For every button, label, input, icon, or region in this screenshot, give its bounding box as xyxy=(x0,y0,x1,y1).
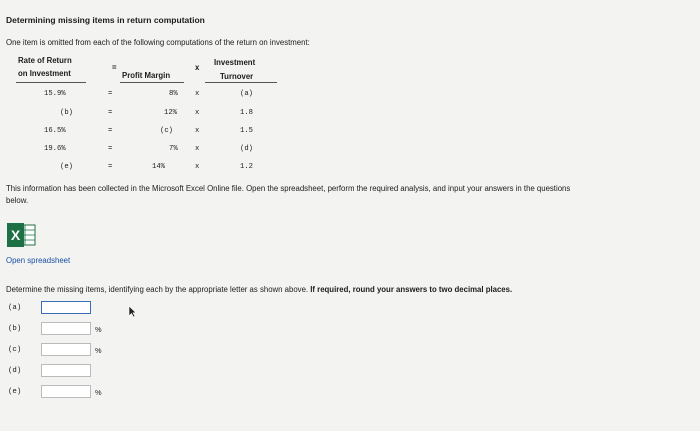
answer-label-d: (d) xyxy=(8,367,22,375)
answer-label-b: (b) xyxy=(8,325,22,333)
open-spreadsheet-link[interactable]: Open spreadsheet xyxy=(6,256,71,265)
table-cell-margin: 12% xyxy=(164,109,177,117)
answer-input-c[interactable] xyxy=(41,343,91,356)
answer-input-d[interactable] xyxy=(41,364,91,377)
table-cell-roi: 15.9% xyxy=(44,90,66,98)
table-cell-times: x xyxy=(195,90,200,98)
excel-icon[interactable] xyxy=(6,223,36,247)
col-header-roi-line1: Rate of Return xyxy=(18,56,72,65)
mouse-cursor-icon xyxy=(128,305,137,323)
table-cell-roi: 16.5% xyxy=(44,127,66,135)
instruction-text xyxy=(6,285,512,294)
table-cell-equals: = xyxy=(108,127,113,135)
table-cell-equals: = xyxy=(108,145,113,153)
table-cell-turnover: 1.2 xyxy=(240,163,253,171)
instruction-bold: If required, round your answers to two decimal places. xyxy=(310,285,513,294)
table-cell-times: x xyxy=(195,127,200,135)
answer-unit-b: % xyxy=(95,325,102,334)
table-cell-times: x xyxy=(195,163,200,171)
header-rule-turnover xyxy=(205,82,277,83)
col-header-turnover-line2: Turnover xyxy=(220,72,254,81)
table-cell-margin: 14% xyxy=(152,163,165,171)
table-cell-turnover: 1.5 xyxy=(240,127,253,135)
col-header-margin: Profit Margin xyxy=(122,71,171,80)
answer-label-e: (e) xyxy=(8,388,22,396)
table-cell-margin: 7% xyxy=(169,145,178,153)
info-text-line1: This information has been collected in the Microsoft Excel Online file. Open the spreadsheet, perform the required analysis, and input your answers in the questions xyxy=(6,184,571,193)
table-cell-turnover: 1.8 xyxy=(240,109,253,117)
instruction-normal: Determine the missing items, identifying each by the appropriate letter as shown above. xyxy=(6,285,309,294)
table-cell-turnover: (a) xyxy=(240,90,253,98)
answer-input-b[interactable] xyxy=(41,322,91,335)
info-text-line2: below. xyxy=(6,196,29,205)
col-header-turnover-line1: Investment xyxy=(214,58,256,67)
table-cell-roi: 19.6% xyxy=(44,145,66,153)
answer-label-c: (c) xyxy=(8,346,22,354)
header-rule-roi xyxy=(16,82,86,83)
answer-unit-e: % xyxy=(95,388,102,397)
page-title: Determining missing items in return computation xyxy=(6,15,205,25)
svg-text:X: X xyxy=(10,227,21,243)
table-cell-margin: 8% xyxy=(169,90,178,98)
header-rule-margin xyxy=(120,82,184,83)
header-times: x xyxy=(195,63,200,72)
answer-input-e[interactable] xyxy=(41,385,91,398)
table-cell-times: x xyxy=(195,109,200,117)
table-cell-equals: = xyxy=(108,109,113,117)
table-cell-equals: = xyxy=(108,90,113,98)
table-cell-turnover: (d) xyxy=(240,145,253,153)
answer-unit-c: % xyxy=(95,346,102,355)
table-cell-equals: = xyxy=(108,163,113,171)
answer-input-a[interactable] xyxy=(41,301,91,314)
table-cell-times: x xyxy=(195,145,200,153)
col-header-roi-line2: on Investment xyxy=(18,69,71,78)
answer-label-a: (a) xyxy=(8,304,22,312)
header-equals: = xyxy=(112,63,117,72)
table-cell-roi: (b) xyxy=(60,109,73,117)
table-cell-roi: (e) xyxy=(60,163,73,171)
table-cell-margin: (c) xyxy=(160,127,173,135)
intro-text: One item is omitted from each of the following computations of the return on investment: xyxy=(6,38,310,47)
